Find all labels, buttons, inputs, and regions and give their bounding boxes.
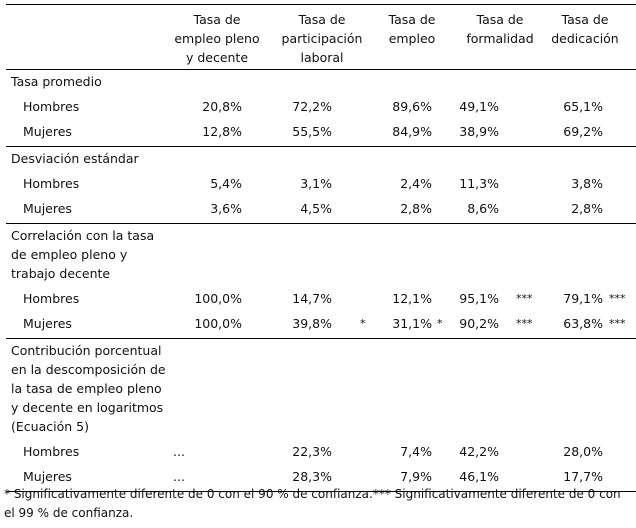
row-label: Hombres: [23, 291, 80, 306]
section-title: trabajo decente: [11, 266, 111, 281]
section-divider: [6, 338, 636, 339]
column-header-line: dedicación: [551, 31, 619, 46]
table-cell: 49,1%: [459, 99, 499, 114]
column-header-line: empleo: [388, 31, 436, 46]
table-cell: 95,1%: [459, 291, 499, 306]
table-cell: 11,3%: [459, 176, 499, 191]
significance-marker: ***: [516, 292, 533, 305]
table-cell: 90,2%: [459, 316, 499, 331]
table-cell: 2,4%: [400, 176, 432, 191]
row-label: Mujeres: [23, 316, 72, 331]
significance-marker: ***: [609, 317, 626, 330]
column-header-line: Tasa de: [298, 12, 346, 27]
table-cell: 39,8%: [292, 316, 332, 331]
table-cell: 46,1%: [459, 469, 499, 484]
section-title: (Ecuación 5): [11, 419, 89, 434]
table-cell: 42,2%: [459, 444, 499, 459]
footnote: * Significativamente diferente de 0 con el 90 % de confianza.*** Significativamente diferente de 0 con el 99 % de confianza.: [4, 487, 621, 520]
section-divider: [6, 146, 636, 147]
significance-marker: ***: [609, 292, 626, 305]
table-cell: 100,0%: [194, 291, 242, 306]
significance-marker: *: [360, 317, 366, 330]
table-cell: 63,8%: [563, 316, 603, 331]
table-cell: 22,3%: [292, 444, 332, 459]
table-cell: 12,1%: [392, 291, 432, 306]
table-cell: 14,7%: [292, 291, 332, 306]
table-cell: 2,8%: [400, 201, 432, 216]
table-cell: 79,1%: [563, 291, 603, 306]
table-cell: 38,9%: [459, 124, 499, 139]
table-cell: 31,1%: [392, 316, 432, 331]
table-cell: 7,4%: [400, 444, 432, 459]
column-header-line: empleo pleno: [174, 31, 260, 46]
column-header-line: Tasa de: [388, 12, 436, 27]
section-divider: [6, 223, 636, 224]
table-cell: 7,9%: [400, 469, 432, 484]
table-cell: 20,8%: [202, 99, 242, 114]
row-label: Mujeres: [23, 201, 72, 216]
section-title: Tasa promedio: [11, 74, 102, 89]
table-cell: 84,9%: [392, 124, 432, 139]
row-label: Mujeres: [23, 124, 72, 139]
table-cell: ...: [173, 444, 185, 459]
column-header-line: laboral: [300, 50, 344, 65]
column-header: [162, 10, 272, 67]
table-cell: 3,1%: [300, 176, 332, 191]
column-header-line: Tasa de: [193, 12, 241, 27]
section-title: en la descomposición de: [11, 362, 166, 377]
table-cell: 28,3%: [292, 469, 332, 484]
significance-marker: *: [437, 317, 443, 330]
section-title: Desviación estándar: [11, 151, 139, 166]
table-cell: 28,0%: [563, 444, 603, 459]
table-cell: 3,6%: [210, 201, 242, 216]
table-cell: ...: [173, 469, 185, 484]
section-title: la tasa de empleo pleno: [11, 381, 162, 396]
column-header: [530, 10, 636, 48]
section-title: de empleo pleno y: [11, 247, 128, 262]
column-header-line: Tasa de: [476, 12, 524, 27]
section-title: y decente en logaritmos: [11, 400, 164, 415]
table-cell: 100,0%: [194, 316, 242, 331]
table-cell: 69,2%: [563, 124, 603, 139]
row-label: Hombres: [23, 99, 80, 114]
table-cell: 17,7%: [563, 469, 603, 484]
row-label: Hombres: [23, 176, 80, 191]
table-cell: 3,8%: [571, 176, 603, 191]
column-header-line: Tasa de: [561, 12, 609, 27]
table-cell: 72,2%: [292, 99, 332, 114]
table-cell: 12,8%: [202, 124, 242, 139]
column-header-line: y decente: [185, 50, 249, 65]
table-cell: 65,1%: [563, 99, 603, 114]
table-cell: 4,5%: [300, 201, 332, 216]
table-cell: 5,4%: [210, 176, 242, 191]
table-cell: 8,6%: [467, 201, 499, 216]
row-label: Mujeres: [23, 469, 72, 484]
section-title: Correlación con la tasa: [11, 228, 155, 243]
table-cell: 2,8%: [571, 201, 603, 216]
column-header-line: participación: [281, 31, 363, 46]
section-title: Contribución porcentual: [11, 343, 162, 358]
column-header-line: formalidad: [466, 31, 534, 46]
table-cell: 55,5%: [292, 124, 332, 139]
table-cell: 89,6%: [392, 99, 432, 114]
row-label: Hombres: [23, 444, 80, 459]
significance-marker: ***: [516, 317, 533, 330]
section-divider: [6, 69, 636, 70]
top-rule: [6, 4, 636, 5]
